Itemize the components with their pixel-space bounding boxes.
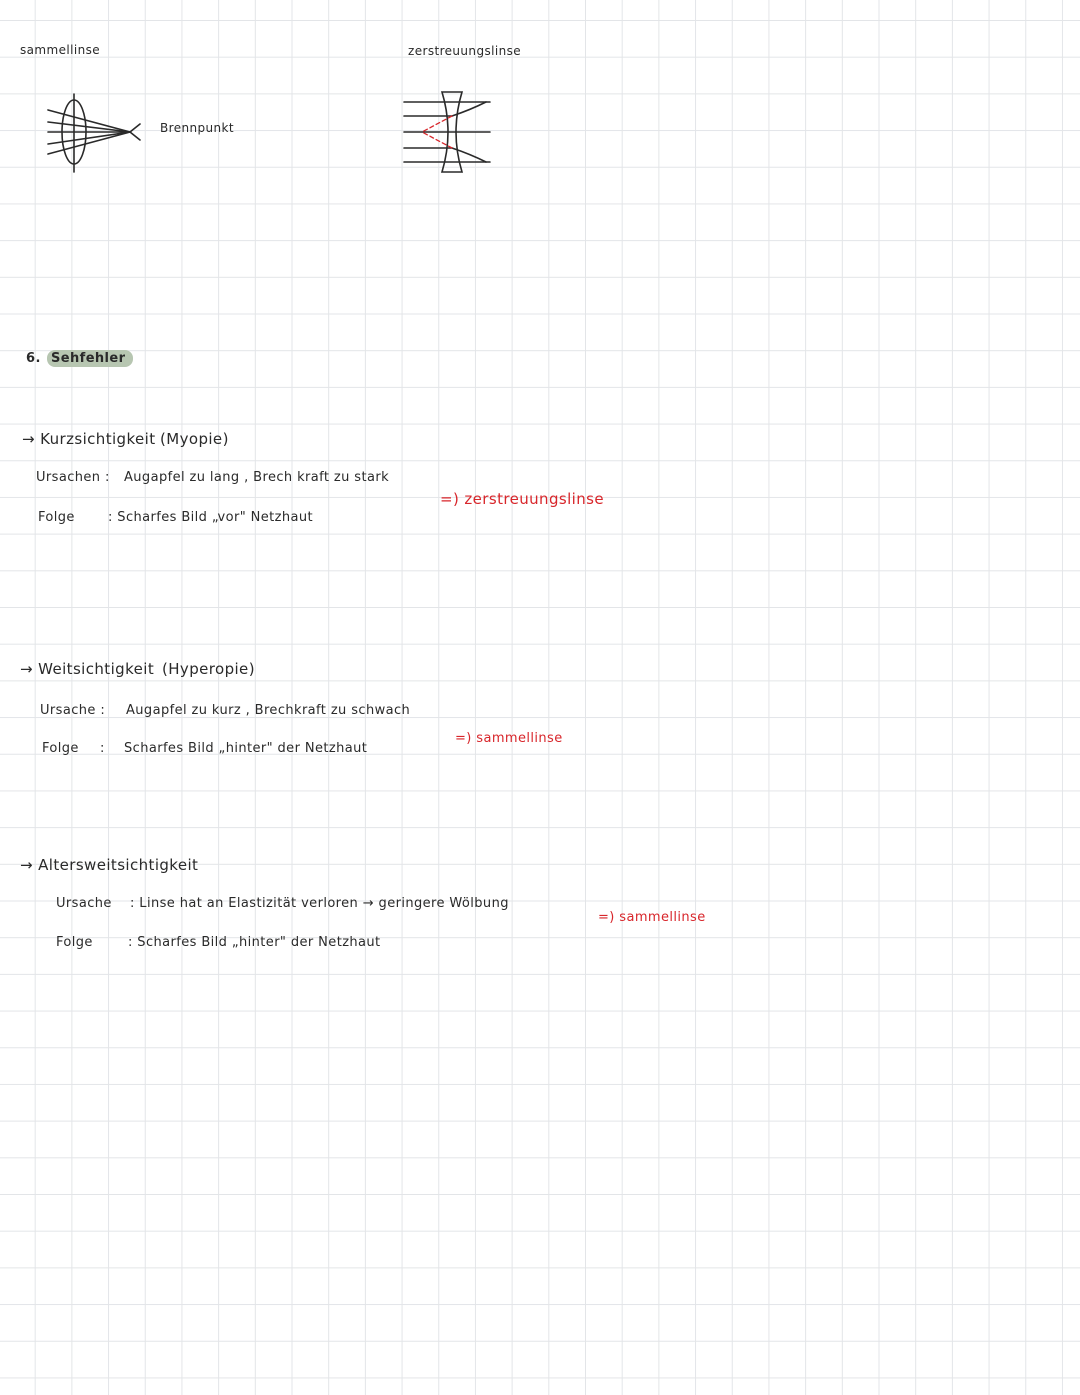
section-number: 6. — [26, 351, 41, 366]
hyperopia-effect-value: Scharfes Bild „hinter" der Netzhaut — [124, 741, 368, 756]
hyperopia-effect-colon: : — [100, 741, 105, 756]
myopia-cause-key: Ursachen : — [36, 470, 110, 485]
myopia-cause-value: Augapfel zu lang , Brech kraft zu stark — [124, 470, 389, 485]
presbyopia-cause-value: : Linse hat an Elastizität verloren → geringere Wölbung — [130, 896, 509, 911]
myopia-term: (Myopie) — [160, 430, 229, 448]
hyperopia-remedy: =) sammellinse — [455, 731, 563, 746]
concave-lens-diagram — [400, 88, 500, 178]
convex-lens-diagram — [40, 92, 150, 174]
myopia-effect-value: : Scharfes Bild „vor" Netzhaut — [108, 510, 314, 525]
presbyopia-heading: → Altersweitsichtigkeit — [20, 856, 199, 874]
section-title: Sehfehler — [47, 350, 133, 367]
presbyopia-effect-value: : Scharfes Bild „hinter" der Netzhaut — [128, 935, 381, 950]
myopia-effect-key: Folge — [38, 510, 75, 525]
hyperopia-heading: → Weitsichtigkeit — [20, 660, 155, 678]
convex-lens-label: sammellinse — [20, 43, 101, 57]
myopia-heading: → Kurzsichtigkeit — [22, 430, 156, 448]
hyperopia-cause-value: Augapfel zu kurz , Brechkraft zu schwach — [126, 703, 411, 718]
presbyopia-remedy: =) sammellinse — [598, 910, 706, 925]
myopia-remedy: =) zerstreuungslinse — [440, 490, 604, 508]
concave-lens-label: zerstreuungslinse — [408, 44, 522, 58]
focal-point-label: Brennpunkt — [160, 121, 234, 135]
hyperopia-effect-key: Folge — [42, 741, 79, 756]
hyperopia-cause-key: Ursache : — [40, 703, 106, 718]
presbyopia-effect-key: Folge — [56, 935, 93, 950]
hyperopia-term: (Hyperopie) — [162, 660, 255, 678]
presbyopia-cause-key: Ursache — [56, 896, 112, 911]
